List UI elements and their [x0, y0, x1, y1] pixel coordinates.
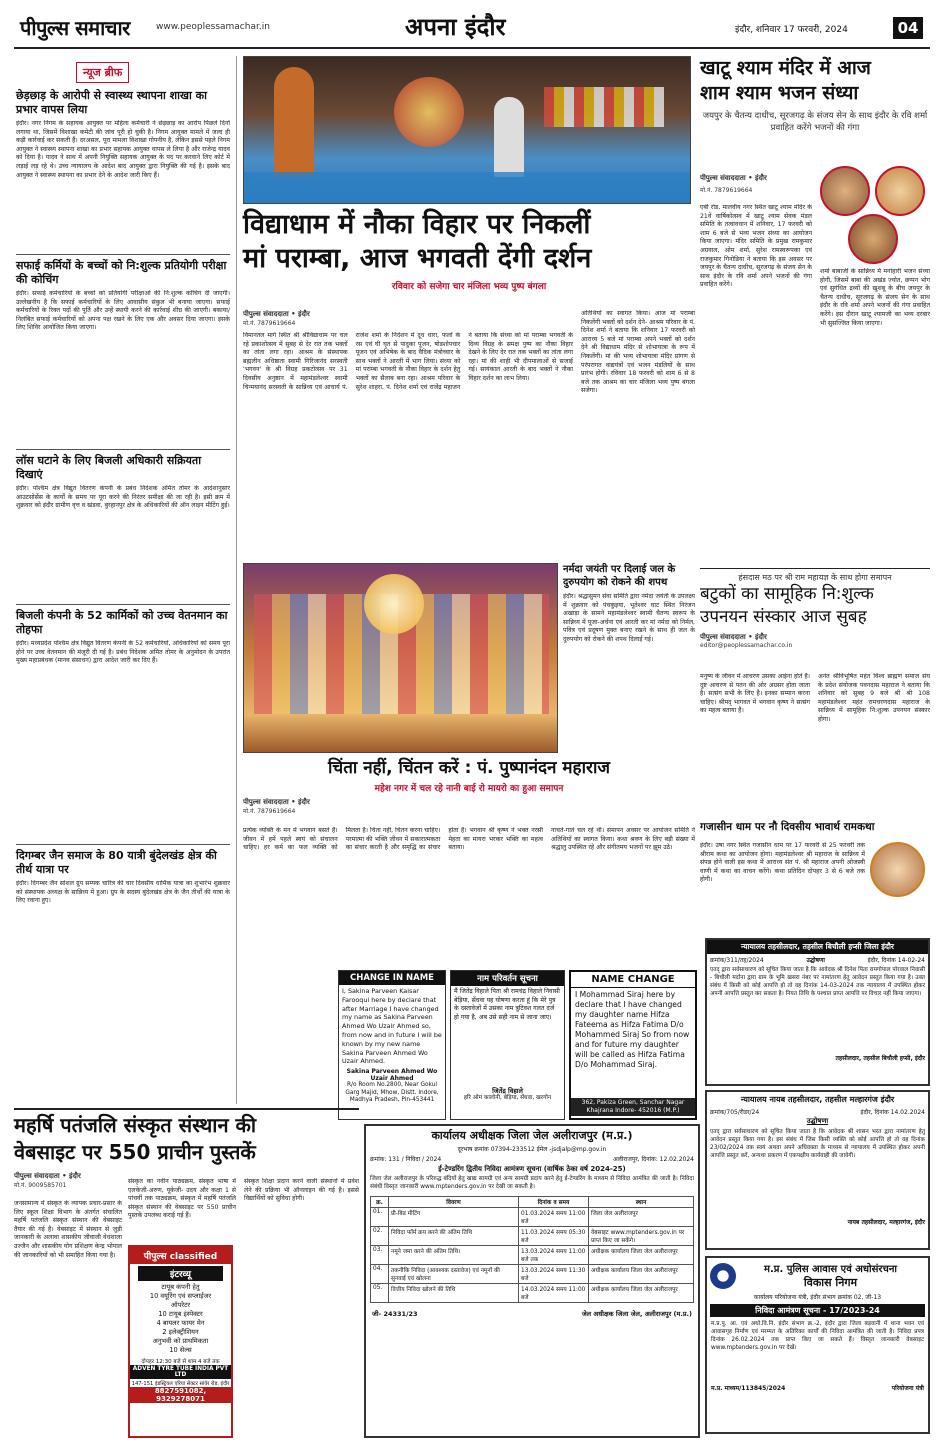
- news-brief-label: न्यूज ब्रीफ: [76, 62, 129, 83]
- notice-date: इंदौर, दिनांक 14-02-24: [867, 957, 925, 964]
- khatu-byline: पीपुल्स संवाददाता • इंदौर: [700, 174, 767, 182]
- ad-body: मैं जितेंद्र विहाले पिता श्री रामचंद्र विहाले निवासी बेड़िया, सेंधवा यह घोषणा करता हूं कि मेरे पुत्र के दस्तावेजों में उसका नाम त्रुटिवश गलत दर्ज हो गया है, अब उसे सही नाम से जाना जाए।: [454, 988, 560, 1021]
- jail-footer-ref: जी- 24331/23: [372, 1309, 418, 1318]
- table-cell: 04.: [371, 1264, 389, 1283]
- brief-title: बिजली कंपनी के 52 कार्मिकों को उच्च वेतनमान का तोहफा: [16, 609, 228, 636]
- pushpanand-story: [243, 757, 695, 967]
- gajasin-body: इंदौर। उषा नगर स्थित गजासीन धाम पर 17 फरवरी से 25 फरवरी तक श्रीराम कथा का आयोजन होगा। महामंडलेश्वर श्री महाराज के सान्निध्य में संपन्न होने वाली इस कथा में आराध्य संत पं. श्री महाराज अपनी ओजस्वी वाणी में कथा का वाचन करेंगे। कथा प्रतिदिन दोपहर 3 से 6 बजे तक होगी।: [700, 842, 865, 884]
- patanjali-body: जनसामान्य में संस्कृत के व्यापक प्रचार-प्रसार के लिए स्कूल शिक्षा विभाग के अंतर्गत संचालित महर्षि पतंजलि संस्कृत संस्थान की वेबसाइट तैयार की गई है। वेबसाइट में संस्थान से जुड़ी जानकारी के अलावा शासकीय जीवाजी वेधशाला उज्जैन और शासकीय योग प्रशिक्षण केन्द्र भोपाल की जानकारियों को भी समाहित किया गया है।: [14, 1200, 122, 1259]
- brief-title: छेड़छाड़ के आरोपी से स्वास्थ्य स्थापना शाखा का प्रभार वापस लिया: [16, 89, 207, 116]
- masthead: [0, 0, 945, 48]
- table-cell: अधीक्षक कार्यालय जिला जेल अलीराजपुर: [589, 1283, 694, 1302]
- notice-subtitle: उद्घोषणा: [806, 957, 825, 964]
- classified-ad: [128, 1245, 233, 1438]
- notice-sign: नायब तहसीलदार, मल्हारगंज, इंदौर: [847, 1219, 925, 1226]
- classified-line: टायूब कंपनी हेतु: [161, 1283, 200, 1291]
- ad-title: NAME CHANGE: [571, 972, 695, 988]
- upanayan-email[interactable]: editor@peoplessamachar.co.in: [700, 642, 793, 649]
- lead-headline: विद्याधाम में नौका विहार पर निकलीं: [243, 209, 591, 240]
- table-cell: अधीक्षक कार्यालय जिला जेल अलीराजपुर: [589, 1264, 694, 1283]
- classified-line: 4 बायलर फायर मेन: [156, 1319, 205, 1327]
- pushpanand-body: प्रत्येक व्यक्ति के मन में भगवान बसते हैं। जीवन में हमें पहले स्वयं को संचालन चाहिए। हर कर्म का फल व्यक्ति को मिलता है। चिंता नहीं, चिंतन करना चाहिए। परमात्मा की भक्ति जीवन में सकारात्मकता का संचार करती है और समृद्धि का संचार होता है। भगवान श्री कृष्ण ने भक्त नरसी मेहता का मायरा भरकर भक्ति का महत्व बताया।: [243, 827, 543, 852]
- police-housing-tender: [705, 1256, 930, 1434]
- name-change-ad: [569, 970, 697, 1120]
- table-row: [371, 1245, 694, 1264]
- ad-title: नाम परिवर्तन सूचना: [451, 971, 564, 986]
- jail-intro: जिला जेल अलीराजपुर के परिरुद्ध बंदियों हेतु खाद्य सामग्री एवं अन्य सामग्री प्रदाय करने हेतु ई-टेण्डरिंग के माध्यम से निविदा आमंत्रित की जाती है। निविदा संबंधी विस्तृत जानकारी www.mptenders.gov.in पर देखी जा सकती है।: [370, 1176, 694, 1190]
- naam-parivartan-ad: [450, 970, 565, 1120]
- gajasin-headline: गजासीन धाम पर नौ दिवसीय भावार्थ रामकथा: [700, 821, 875, 833]
- ad-address: हरि ओम कालोनी, बेड़िया, सेंधवा, खरगोन: [463, 1095, 552, 1101]
- notice-case: क्रमांक/705/रीडर/24: [710, 1109, 760, 1116]
- table-cell: अधीक्षक कार्यालय जिला जेल अलीराजपुर: [589, 1245, 694, 1264]
- table-row: [371, 1226, 694, 1245]
- brief-body: इंदौर। नगर निगम के सहायक आयुक्त पर महिला कर्मचारी ने छेड़छाड़ का आरोप पिछले दिनों लगाया था, जिसमें विशाखा कमेटी की जांच पूरी हो चुकी है। निगम आयुक्त मामले में जल्द ही कड़ी कार्रवाई कर सकती हैं। दरअसल, पूरा मामला विशाखा गोपनीय है, लेकिन इससे पहले निगम आयुक्त ने स्वास्थ्य स्थापना शाखा का प्रभार सहायक आयुक्त वापस ले लिया है और राजेन्द्र यादव को दिया है। यादव ने साथ में अपनी नियुक्ति सहायक आयुक्त के पद पर करवाने लिए कोर्ट में लड़ाई लड़ रहे थे। उच्च न्यायालय के आदेश बाद आयुक्त द्वारा नियुक्ति की गई है। इसके बाद आयुक्त ने स्वास्थ्य स्थापना का प्रभार देने के आदेश जारी किए हैं।: [16, 120, 230, 179]
- notice-date: इंदौर, दिनांक 14.02.2024: [860, 1109, 925, 1116]
- khatu-story: [700, 56, 930, 566]
- tender-office: कार्यालय परियोजना यंत्री, इंदौर संभाग क्रमांक 02, जी-13: [753, 1294, 882, 1301]
- classified-address: 147-151 इंडस्ट्रियल एरिया सेक्टर सांवेर रोड, इंदौर: [131, 1381, 230, 1387]
- ad-sign: जितेंद्र विहाले: [492, 1087, 523, 1095]
- brief-item: [16, 849, 230, 995]
- classified-line: 10 सेल्स: [169, 1346, 192, 1354]
- dateline: इंदौर, शनिवार 17 फरवरी, 2024: [735, 25, 848, 35]
- classified-line: 2 इलेक्ट्रीशियन: [162, 1328, 199, 1336]
- table-cell: वित्तीय निविदा खोलने की तिथि: [389, 1283, 519, 1302]
- table-header: दिनांक व समय: [519, 1196, 589, 1207]
- khatu-mobile: मो.नं. 7879619664: [700, 187, 753, 194]
- table-row: [371, 1264, 694, 1283]
- table-header: विवरण: [389, 1196, 519, 1207]
- brief-body: इंदौर। पश्चिम क्षेत्र विद्युत वितरण कंपनी के प्रबंध निदेशक अमित तोमर के आदेशानुसार आउटसोर्सेस के कार्यों के समय पर पूरा करने की निरंतर समीक्षा की जा रही है। इसी क्रम में शुक्रवार को इंदौर ग्रामीण वृत्त व खंडवा, बुरहानपुर क्षेत्र के अधिकारियों की ऑन लाइन मीटिंग हुई।: [16, 485, 230, 510]
- khatu-body: एबी रोड, मालवीय नगर स्थित खाटू श्याम मंदिर के 21वें वार्षिकोत्सव में खाटू श्याम सेवक मंडल समिति के तत्वावधान में शनिवार, 17 फरवरी को शाम 6 बजे से भव्य भजन संध्या का आयोजन किया जाएगा। मंदिर समिति के प्रमुख रामकुमार अग्रवाल, ओम शर्मा, सुरेश रामस्वरूपका एवं राजकुमार गिनोडिया ने बताया कि इस अवसर पर जयपुर के चैतन्य दाधीच, सूरजगढ़ के संजय सेन के साथ इंदौर के रवि शर्मा अपने भजनों की गंगा प्रवाहित करेंगे।: [700, 204, 812, 289]
- notice-subtitle: उद्घोषणा: [806, 1117, 829, 1125]
- table-cell: तकनीकि निविदा (आवश्यक दस्तावेज) एवं नमूनों की सुनवाई एवं खोलना: [389, 1264, 519, 1283]
- classified-line: 10 वयूरिंग एवं सप्लाईजर: [149, 1292, 212, 1300]
- patanjali-headline-2: वेबसाइट पर 550 प्राचीन पुस्तकें: [14, 1140, 256, 1164]
- ad-address: 362, Pakiza Green, Sanchar Nagar Khajrana Indore- 452016 (M.P.): [571, 1098, 695, 1116]
- table-row: [371, 1283, 694, 1302]
- gajasin-story: [700, 820, 930, 935]
- tender-heading: निविदा आमंत्रण सूचना - 17/2023-24: [710, 1304, 925, 1317]
- lead-mobile: मो.नं. 7879619664: [243, 320, 296, 327]
- patanjali-headline: महर्षि पतंजलि संस्कृत संस्थान की: [14, 1113, 257, 1137]
- lead-subhead: रविवार को सजेगा चार मंजिला भव्य पुष्प बंगला: [391, 282, 547, 292]
- boat-festival-photo: [243, 56, 691, 204]
- lead-headline-block: [243, 208, 695, 308]
- pushpanand-deck: महेश नगर में चल रहे नानी बाई रो मायरो का हुआ समापन: [374, 784, 564, 794]
- notice-case: क्रमांक/311/तह/2024: [710, 957, 764, 964]
- news-brief-column: [16, 58, 230, 1008]
- notice-body: एतद् द्वारा सर्वसाधारण को सूचित किया जाता है कि आवेदक श्री शासन भरत द्वारा नामांतरण हेतु आवेदन प्रस्तुत किया गया है। इस संबंध में जिस किसी व्यक्ति को कोई आपत्ति हो तो वह दिनांक 23/02/2024 तक स्वयं अथवा अपने अधिवक्ता के माध्यम से न्यायालय में उपस्थित होकर अपनी आपत्ति प्रस्तुत करें, अन्यथा प्रकरण में एकपक्षीय कार्यवाही की जावेगी।: [710, 1129, 925, 1159]
- notice-title: न्यायालय नायब तहसीलदार, तहसील मल्हारगंज इंदौर: [740, 1095, 895, 1104]
- jail-title: कार्यालय अधीक्षक जिला जेल अलीराजपुर (म.प्र.): [431, 1129, 633, 1142]
- notice-body: एतद् द्वारा सर्वसाधारण को सूचित किया जाता है कि आवेदक श्री दिनेश पिता रामगोपाल पोरवाल निवासी - बिचौली मर्दाना द्वारा ग्राम के भूमि खसरा नंबर पर नामांतरण हेतु आवेदन प्रस्तुत किया गया है। उक्त संबंध में किसी को कोई आपत्ति हो तो वह दिनांक 14-03-2024 तक न्यायालय में उपस्थित होकर अपनी आपत्ति प्रस्तुत कर सकता है। नियत तिथि के पश्चात प्राप्त आपत्ति पर विचार नहीं किया जाएगा।: [710, 967, 925, 997]
- jail-ref: क्रमांक: 131 / निविदा / 2024: [370, 1156, 442, 1163]
- page-number: 04: [893, 17, 923, 39]
- jail-contact: दूरभाष क्रमांक 07394-233512 ईमेल -jsdjalp@mp.gov.in: [457, 1146, 607, 1153]
- brief-body: इंदौर। सफाई कर्मचारियों के बच्चों को प्रतियोगी परीक्षाओं की नि:शुल्क कोचिंग दी जाएगी। उल्लेखनीय है कि सफाई कर्मचारियों के लिए आवासीय संकुल भी बनाया जाएगा। सफाई कर्मचारियों के रिक्त पदों की पूर्ति और उन्हें स्थायी करने की कार्रवाई शीघ्र की जाएगी। बकाया/निलंबित सफाई कर्मचारियों को अपना पक्ष रखने के लिए एक और अवसर दिया जाएगा। इसके लिए शिविर आयोजित किया जाएगा।: [16, 290, 230, 332]
- brief-title: लॉस घटाने के लिए बिजली अधिकारी सक्रियता दिखाएं: [16, 454, 202, 481]
- tender-title-2: विकास निगम: [803, 1276, 858, 1289]
- pushpanand-headline: चिंता नहीं, चिंतन करें : पं. पुष्पानंदन महाराज: [328, 758, 610, 778]
- tender-sign: परियोजना यंत्री: [891, 1385, 924, 1392]
- table-cell: प्री-बिड मीटिंग: [389, 1207, 519, 1226]
- classified-line: ऑपरेटर: [170, 1301, 191, 1309]
- lead-body-2: अतिथियों का स्वागत किया। आज मां पराम्बा निकलेंगी भक्तों को दर्शन देने- आश्रम परिवार के पं. दिनेश शर्मा ने बताया कि शनिवार 17 फरवरी को आराध्य 5 बजे मां पराम्बा अपने भक्तों को दर्शन देने श्री विद्याधाम मंदिर से शोभायात्रा के रूप में निकलेंगी। मां की भव्य शोभायात्रा मंदिर प्रांगण से परंपरागत वाद्ययंत्रों एवं भजन मंडलियों के साथ प्रारंभ होगी। रविवार 18 फरवरी को शाम 6 से 8 बजे तक आश्रम का चार मंजिला भव्य पुष्प बंगला सजेगा।: [581, 310, 695, 395]
- lead-body: विमानतल मार्ग स्थित श्री श्रीविद्याधाम पर चल रहे प्रकाशोत्सव में सुबह से देर रात तक भक्तों का तांता लगा रहा। आश्रम के संस्थापक ब्रह्मलीन अधिष्ठाता स्वामी गिरिजानंद सरस्वती 'भगवन' के श्री विग्रह प्रकटोत्सव पर 31 दिवसीय अनुष्ठान में महामंडलेश्वर स्वामी चिन्मयानंद सरस्वती के सान्निध्य एवं आचार्य पं. राजेश शर्मा के निर्देशन में दूध धारा, फलों के रस एवं घी घृत से पादुका पूजन, षोडशोपचार पूजन एवं अभिषेक के बाद वैदिक मंत्रोच्चार के साथ भक्तों ने आरती में भाग लिया। संध्या को मां पराम्बा भगवती के नौका विहार के दर्शन हेतु भक्तों का सैलाब बना रहा। आश्रम परिवार के सुरेश शाहरा, पं. दिनेश शर्मा एवं राजेंद्र महाजन ने बताया कि संध्या को मां पराम्बा भगवती के दिव्य विग्रह के समक्ष पुष्प का नौका विहार देखने के लिए देर रात तक भक्तों का तांता लगा रहा। मां की शाही भी दीपमालाओं से सजाई गई। सायंकाल आरती के बाद भक्तों ने नौका विहार दर्शन का लाभ लिया।: [243, 332, 573, 391]
- table-cell: 11.03.2024 समय 05:30 बजे: [519, 1226, 589, 1245]
- jail-schedule-table: [370, 1196, 694, 1303]
- ad-sign: Sakina Parveen Ahmed Wo Uzair Ahmed: [346, 1068, 438, 1083]
- brief-item: [16, 89, 230, 250]
- table-cell: वेबसाइट www.mptenders.gov.in पर प्राप्त किए जा सकेंगे।: [589, 1226, 694, 1245]
- classified-timing: दोपहर 12:30 बजे से शाम 4 बजे तक: [141, 1359, 220, 1365]
- pushpanand-body-2: नाचते-गाते चल रहे थी। समापन अवसर पर आयोजन समिति ने अतिथियों का स्वागत किया। कथा श्रवण के लिए बड़ी संख्या में श्रद्धालु उपस्थित रहे और संगीतमय भजनों पर झूम उठे।: [551, 827, 695, 852]
- narmada-headline: नर्मदा जयंती पर दिलाई जल के दुरुपयोग को रोकने की शपथ: [563, 564, 676, 588]
- table-cell: 13.03.2024 समय 11:30 बजे: [519, 1264, 589, 1283]
- brief-item: [16, 259, 230, 445]
- table-cell: जिला जेल अलीराजपुर: [589, 1207, 694, 1226]
- pushpanand-mobile: मो.नं. 7879619664: [243, 808, 296, 815]
- upanayan-body: मनुष्य के जीवन में आचरण उसका आईना होते हैं। दुष्ट आचरण से पतन की ओर अग्रसर होता जाता है। सत्संग सभी के लिए है। इनका सम्मान करना चाहिए। श्रीमद् भागवत में भगवान कृष्ण ने सत्संग का महत्व बताया है।: [700, 673, 810, 715]
- jail-date: अलीराजपुर, दिनांक: 12.02.2024: [613, 1156, 694, 1163]
- website-url[interactable]: www.peoplessamachar.in: [156, 22, 270, 32]
- table-cell: 01.: [371, 1207, 389, 1226]
- table-cell: निविदा फॉर्म क्रय करने की अंतिम तिथि: [389, 1226, 519, 1245]
- gathering-photo: [243, 563, 558, 753]
- table-cell: 05.: [371, 1283, 389, 1302]
- classified-category: इंटरव्यू: [138, 1266, 223, 1281]
- ad-body: I Mohammad Siraj here by declare that I have changed my daughter name Hifza Fateema as Hifza Fatima D/o Mohammed Siraj So from now and for future my daughter will be called as Hifza Fatima D/o Mohammad Siraj.: [575, 990, 690, 1069]
- brief-title: सफाई कर्मियों के बच्चों को नि:शुल्क प्रतियोगी परीक्षा की कोचिंग: [16, 259, 227, 286]
- table-header: क्र.: [371, 1196, 389, 1207]
- table-cell: 02.: [371, 1226, 389, 1245]
- tender-ref: म.प्र. माध्यम/113845/2024: [711, 1385, 786, 1392]
- table-cell: 13.03.2024 समय 11:00 बजे तक: [519, 1245, 589, 1264]
- brief-item: [16, 609, 230, 840]
- table-header-row: [371, 1196, 694, 1207]
- patanjali-body-2: संस्कृत का नवीन पाठ्यक्रम, संस्कृत भाषा में एलकेजी-अरुण, यूकेजी- उदय और कक्षा 1 से पांचवीं तक पाठ्यक्रम, संस्कृत में महर्षि पतंजलि संस्कृत संस्थान की वेबसाइट पर 550 प्राचीन पुस्तकें उपलब्ध कराई गई हैं।: [128, 1178, 236, 1220]
- tehsil-notice-1: [705, 938, 930, 1086]
- brief-title: दिगम्बर जैन समाज के 80 यात्री बुंदेलखंड क्षेत्र की तीर्थ यात्रा पर: [16, 849, 217, 876]
- khatu-deck: जयपुर के चैतन्य दाधीच, सूरजगढ़ के संजय सेन के साथ इंदौर के रवि शर्मा प्रवाहित करेंगे भजनों की गंगा: [702, 111, 928, 133]
- section-title: अपना इंदौर: [405, 13, 506, 41]
- saint-photo: [870, 842, 925, 897]
- masthead-logo: पीपुल्स समाचार: [20, 16, 130, 40]
- tender-body: म.प्र.पु. आ. एवं अधो.वि.नि. इंदौर संभाग क्र.-2, इंदौर द्वारा जिला बड़वानी में थाना भवन एवं आवासगृह निर्माण एवं मरम्मत के अतिरिक्त कार्यों की निविदा आमंत्रित की जाती है। निविदा प्रपत्र दिनांक 26.02.2024 तक प्राप्त किए जा सकते हैं। विस्तृत जानकारी वेबसाइट www.mptenders.gov.in पर देखें।: [711, 1321, 924, 1351]
- ad-address: R/o Room No.2800, Near Gokul Garg Majid, Mhow, Distt. Indore, Madhya Pradesh, Pin-453441: [345, 1082, 439, 1104]
- patanjali-byline: पीपुल्स संवाददाता • इंदौर: [14, 1172, 81, 1180]
- jail-notice: ई-टेण्डरिंग द्वितीय निविदा आमंत्रण सूचना (वार्षिक ठेका वर्ष 2024-25): [438, 1165, 626, 1173]
- pushpanand-byline: पीपुल्स संवाददाता • इंदौर: [243, 798, 310, 806]
- change-in-name-ad: [338, 970, 446, 1120]
- narmada-body: इंदौर। श्रद्धासुमन सेवा समिति द्वारा नर्मदा जयंती के उपलक्ष्य में शुक्रवार को पंचकुइया, भूतेश्वर घाट स्थित निरंजन अखाड़ा के सामने महामंडलेश्वर स्वामी चैतन्य स्वरूप के सान्निध्य में पूजा-अर्चना एवं आरती कर मां नर्मदा को निर्मल, पवित्र एवं प्रदूषण मुक्त बनाए रखने के साथ ही जल के दुरुपयोग को रोकने की शपथ दिलाई गई।: [563, 593, 695, 643]
- khatu-body-2: शर्मा बाबाजी के सान्निध्य में मनोहारी भजन संध्या होगी, जिसमें बाबा की अखंड ज्योत, छप्पन भोग एवं सुगंधित द्रव्यों की खुशबू के बीच जयपुर के चैतन्य दाधीच, सूरजगढ़ के संजय सेन के साथ इंदौर के रवि शर्मा अपने भजनों की गंगा प्रवाहित करेंगे। इस दौरान खाटू श्यामजी का भव्य दरबार भी सुसज्जित किया जाएगा।: [820, 268, 930, 327]
- patanjali-mobile: मो.नं. 9009585701: [14, 1182, 67, 1189]
- lead-body-block: [243, 310, 695, 560]
- classified-company: ADVEN TYRE TUBE INDIA PVT LTD: [130, 1365, 231, 1379]
- ad-body: I, Sakina Parveen Kaisar Farooqui here by declare that after Marriage I have changed my name as Sakina Parveen Ahmed Wo Uzair Ahmed so, from now and in future I will be known by my new name Sakina Parveen Ahmed Wo Uzair Ahmed.: [342, 987, 442, 1066]
- table-cell: नमूने जमा करने की अंतिम तिथि।: [389, 1245, 519, 1264]
- upanayan-headline-2: उपनयन संस्कार आज सुबह: [700, 607, 867, 627]
- classified-title: पीपुल्स classified: [130, 1247, 231, 1264]
- upanayan-headline: बटुकों का सामूहिक नि:शुल्क: [700, 584, 874, 604]
- column-divider: [236, 56, 237, 1104]
- jail-tender-ad: [364, 1124, 700, 1438]
- notice-sign: तहसीलदार, तहसील बिचौली हप्सी, इंदौर: [835, 1055, 925, 1062]
- table-header: स्थान: [589, 1196, 694, 1207]
- notice-title: न्यायालय तहसीलदार, तहसील बिचौली हप्सी जिला इंदौर: [707, 940, 928, 954]
- jail-sign: जेल अधीक्षक जिला जेल, अलीराजपुर (म.प्र.): [581, 1309, 692, 1318]
- khatu-headline: खाटू श्याम मंदिर में आज: [700, 57, 871, 79]
- police-emblem-icon: [710, 1263, 736, 1289]
- khatu-headline-2: शाम श्याम भजन संध्या: [700, 82, 859, 104]
- classified-line: 10 टायूब इंस्पेक्टर: [158, 1310, 203, 1318]
- table-cell: 03.: [371, 1245, 389, 1264]
- table-row: [371, 1207, 694, 1226]
- table-cell: 01.03.2024 समय 11:00 बजे: [519, 1207, 589, 1226]
- table-cell: 14.03.2024 समय 11:00 बजे: [519, 1283, 589, 1302]
- tender-title: म.प्र. पुलिस आवास एवं अधोसंरचना: [764, 1264, 897, 1275]
- classified-line: अनुभवी को प्राथमिकता: [152, 1337, 209, 1345]
- upanayan-kicker: हंसदास मठ पर श्री राम महायज्ञ के साथ होगा समापन: [738, 573, 892, 582]
- singer-photos: [820, 166, 930, 266]
- patanjali-body-3: संस्कृत शिक्षा प्रदान करने वाली संस्थानों में प्रवेश लेने की प्रक्रिया भी ऑनलाइन की गई है। इससे विद्यार्थियों को सुविधा होगी।: [244, 1178, 359, 1203]
- tehsil-notice-2: [705, 1090, 930, 1250]
- brief-item: [16, 454, 230, 600]
- upanayan-body-2: अनंत श्रीविभूषित महंत विश्व ब्राह्मण समाज संघ के प्रदेश संयोजक पवनदास महाराज ने बताया कि शनिवार को सुबह 9 बजे श्री श्री 108 महामंडलेश्वर महंत रामचरणदास महाराज के सान्निध्य में सामूहिक नि:शुल्क उपनयन संस्कार होगा।: [818, 673, 930, 723]
- upanayan-byline: पीपुल्स संवाददाता • इंदौर: [700, 633, 767, 641]
- lead-headline-2: मां पराम्बा, आज भगवती देंगी दर्शन: [243, 243, 592, 274]
- ad-title: CHANGE IN NAME: [339, 971, 445, 985]
- masthead-rule: [14, 47, 930, 49]
- brief-body: इंदौर। दिगम्बर जैन सोशल ग्रुप सम्यक चारित्र की चार दिवसीय धार्मिक यात्रा का शुभारंभ शुक्रवार को संस्थापक अध्यक्ष के सान्निध्य में हुआ। ग्रुप के सदस्य बुंदेलखंड क्षेत्र के जैन तीर्थों की यात्रा के लिए रवाना हुए।: [16, 880, 230, 905]
- classified-phone: 8827591082, 9329278071: [130, 1387, 231, 1403]
- brief-body: इंदौर। मध्यप्रदेश पश्चिम क्षेत्र विद्युत वितरण कंपनी के 52 कर्मचारियों, अधिकारियों को समय पूरा होने पर उच्च वेतनमान की मंजूरी दी गई है। प्रबंध निदेशक अमित तोमर के अनुमोदन के उपरांत मुख्य महाप्रबंधक (मानव संसाधन) द्वारा आदेश जारी कर दिए हैं।: [16, 640, 230, 665]
- upanayan-story: [700, 568, 930, 818]
- lead-byline: पीपुल्स संवाददाता • इंदौर: [243, 310, 310, 318]
